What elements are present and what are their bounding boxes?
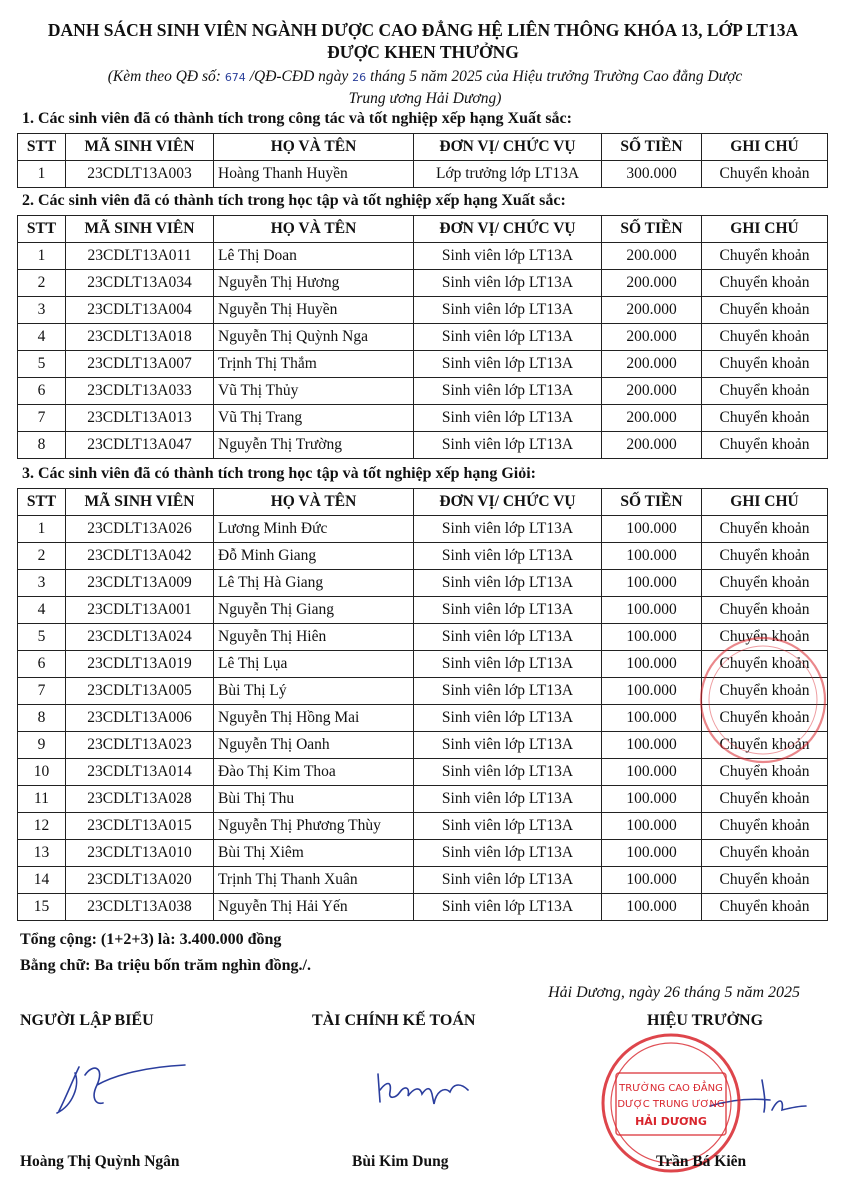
cell-amount: 100.000: [602, 651, 702, 678]
cell-full-name: Nguyễn Thị Giang: [214, 597, 414, 624]
cell-amount: 100.000: [602, 894, 702, 921]
cell-stt: 10: [18, 759, 66, 786]
cell-stt: 2: [18, 543, 66, 570]
cell-note: Chuyển khoản: [702, 161, 828, 188]
cell-unit-role: Sinh viên lớp LT13A: [414, 786, 602, 813]
cell-student-id: 23CDLT13A005: [66, 678, 214, 705]
decision-number: 674: [224, 71, 246, 84]
cell-full-name: Nguyễn Thị Phương Thùy: [214, 813, 414, 840]
cell-student-id: 23CDLT13A006: [66, 705, 214, 732]
cell-student-id: 23CDLT13A001: [66, 597, 214, 624]
cell-unit-role: Sinh viên lớp LT13A: [414, 624, 602, 651]
cell-amount: 100.000: [602, 867, 702, 894]
cell-note: Chuyển khoản: [702, 732, 828, 759]
column-header: STT: [18, 216, 66, 243]
table-row: [18, 243, 828, 270]
cell-full-name: Đào Thị Kim Thoa: [214, 759, 414, 786]
cell-unit-role: Sinh viên lớp LT13A: [414, 516, 602, 543]
table-row: [18, 813, 828, 840]
cell-note: Chuyển khoản: [702, 678, 828, 705]
cell-note: Chuyển khoản: [702, 894, 828, 921]
cell-unit-role: Sinh viên lớp LT13A: [414, 324, 602, 351]
cell-stt: 7: [18, 678, 66, 705]
doc-subtitle: [40, 66, 810, 109]
cell-student-id: 23CDLT13A019: [66, 651, 214, 678]
cell-stt: 7: [18, 405, 66, 432]
cell-full-name: Nguyễn Thị Huyền: [214, 297, 414, 324]
cell-amount: 200.000: [602, 351, 702, 378]
column-header: MÃ SINH VIÊN: [66, 216, 214, 243]
table-row: [18, 378, 828, 405]
table-row: [18, 786, 828, 813]
cell-full-name: Nguyễn Thị Hồng Mai: [214, 705, 414, 732]
cell-amount: 100.000: [602, 786, 702, 813]
cell-amount: 100.000: [602, 543, 702, 570]
table-row: [18, 432, 828, 459]
cell-amount: 100.000: [602, 840, 702, 867]
cell-unit-role: Sinh viên lớp LT13A: [414, 570, 602, 597]
cell-student-id: 23CDLT13A013: [66, 405, 214, 432]
cell-unit-role: Lớp trưởng lớp LT13A: [414, 161, 602, 188]
cell-note: Chuyển khoản: [702, 405, 828, 432]
role-accountant: TÀI CHÍNH KẾ TOÁN: [312, 1012, 476, 1029]
cell-amount: 200.000: [602, 243, 702, 270]
column-header: GHI CHÚ: [702, 216, 828, 243]
cell-student-id: 23CDLT13A026: [66, 516, 214, 543]
cell-amount: 100.000: [602, 624, 702, 651]
cell-full-name: Vũ Thị Trang: [214, 405, 414, 432]
cell-stt: 15: [18, 894, 66, 921]
column-header: ĐƠN VỊ/ CHỨC VỤ: [414, 134, 602, 161]
cell-amount: 100.000: [602, 516, 702, 543]
cell-amount: 100.000: [602, 732, 702, 759]
table-row: [18, 516, 828, 543]
section-heading-3: 3. Các sinh viên đã có thành tích trong học tập và tốt nghiệp xếp hạng Giỏi:: [22, 465, 536, 482]
cell-unit-role: Sinh viên lớp LT13A: [414, 840, 602, 867]
cell-unit-role: Sinh viên lớp LT13A: [414, 705, 602, 732]
cell-unit-role: Sinh viên lớp LT13A: [414, 270, 602, 297]
cell-student-id: 23CDLT13A038: [66, 894, 214, 921]
cell-note: Chuyển khoản: [702, 570, 828, 597]
cell-amount: 200.000: [602, 432, 702, 459]
cell-stt: 13: [18, 840, 66, 867]
cell-unit-role: Sinh viên lớp LT13A: [414, 405, 602, 432]
cell-stt: 1: [18, 161, 66, 188]
table-header-row: [18, 134, 828, 161]
cell-stt: 4: [18, 324, 66, 351]
section-heading-1: 1. Các sinh viên đã có thành tích trong công tác và tốt nghiệp xếp hạng Xuất sắc:: [22, 110, 572, 127]
table-row: [18, 840, 828, 867]
seal-text-line3: HẢI DƯƠNG: [635, 1115, 707, 1128]
subtitle-part2: /QĐ-CĐD ngày: [249, 68, 349, 85]
column-header: MÃ SINH VIÊN: [66, 134, 214, 161]
cell-stt: 9: [18, 732, 66, 759]
cell-amount: 300.000: [602, 161, 702, 188]
table-row: [18, 894, 828, 921]
cell-amount: 200.000: [602, 297, 702, 324]
seal-text-line1: TRƯỜNG CAO ĐẲNG: [619, 1083, 723, 1094]
cell-full-name: Nguyễn Thị Oanh: [214, 732, 414, 759]
table-row: [18, 405, 828, 432]
role-preparer: NGƯỜI LẬP BIỂU: [20, 1012, 154, 1029]
cell-amount: 100.000: [602, 759, 702, 786]
cell-full-name: Đỗ Minh Giang: [214, 543, 414, 570]
cell-stt: 8: [18, 432, 66, 459]
cell-student-id: 23CDLT13A010: [66, 840, 214, 867]
cell-stt: 5: [18, 624, 66, 651]
cell-student-id: 23CDLT13A024: [66, 624, 214, 651]
name-principal: Trần Bá Kiên: [656, 1153, 747, 1170]
cell-student-id: 23CDLT13A033: [66, 378, 214, 405]
cell-note: Chuyển khoản: [702, 813, 828, 840]
cell-note: Chuyển khoản: [702, 624, 828, 651]
cell-full-name: Lương Minh Đức: [214, 516, 414, 543]
cell-unit-role: Sinh viên lớp LT13A: [414, 543, 602, 570]
cell-full-name: Lê Thị Doan: [214, 243, 414, 270]
column-header: SỐ TIỀN: [602, 216, 702, 243]
cell-note: Chuyển khoản: [702, 297, 828, 324]
cell-amount: 200.000: [602, 378, 702, 405]
name-accountant: Bùi Kim Dung: [352, 1153, 449, 1170]
cell-stt: 6: [18, 378, 66, 405]
table-header-row: [18, 216, 828, 243]
cell-full-name: Bùi Thị Thu: [214, 786, 414, 813]
cell-stt: 3: [18, 297, 66, 324]
cell-full-name: Vũ Thị Thủy: [214, 378, 414, 405]
cell-stt: 14: [18, 867, 66, 894]
column-header: HỌ VÀ TÊN: [214, 489, 414, 516]
cell-note: Chuyển khoản: [702, 543, 828, 570]
cell-stt: 4: [18, 597, 66, 624]
cell-stt: 5: [18, 351, 66, 378]
cell-stt: 8: [18, 705, 66, 732]
column-header: ĐƠN VỊ/ CHỨC VỤ: [414, 489, 602, 516]
place-date: Hải Dương, ngày 26 tháng 5 năm 2025: [548, 984, 800, 1001]
table-header-row: [18, 489, 828, 516]
column-header: SỐ TIỀN: [602, 134, 702, 161]
cell-amount: 200.000: [602, 270, 702, 297]
cell-student-id: 23CDLT13A014: [66, 759, 214, 786]
cell-student-id: 23CDLT13A018: [66, 324, 214, 351]
cell-student-id: 23CDLT13A009: [66, 570, 214, 597]
cell-amount: 200.000: [602, 324, 702, 351]
table-row: [18, 867, 828, 894]
cell-note: Chuyển khoản: [702, 597, 828, 624]
cell-student-id: 23CDLT13A034: [66, 270, 214, 297]
seal-text-line2: DƯỢC TRUNG ƯƠNG: [617, 1099, 725, 1110]
total-sum: Tổng cộng: (1+2+3) là: 3.400.000 đồng: [20, 931, 282, 948]
cell-unit-role: Sinh viên lớp LT13A: [414, 597, 602, 624]
cell-full-name: Trịnh Thị Thắm: [214, 351, 414, 378]
signature-preparer: [45, 1045, 195, 1125]
table-row: [18, 351, 828, 378]
cell-note: Chuyển khoản: [702, 243, 828, 270]
table-row: [18, 297, 828, 324]
cell-stt: 11: [18, 786, 66, 813]
cell-student-id: 23CDLT13A028: [66, 786, 214, 813]
table-row: [18, 161, 828, 188]
table-row: [18, 324, 828, 351]
cell-student-id: 23CDLT13A023: [66, 732, 214, 759]
column-header: STT: [18, 134, 66, 161]
cell-full-name: Lê Thị Lụa: [214, 651, 414, 678]
cell-student-id: 23CDLT13A042: [66, 543, 214, 570]
cell-amount: 100.000: [602, 597, 702, 624]
cell-unit-role: Sinh viên lớp LT13A: [414, 732, 602, 759]
cell-note: Chuyển khoản: [702, 840, 828, 867]
cell-student-id: 23CDLT13A047: [66, 432, 214, 459]
doc-title-line1: DANH SÁCH SINH VIÊN NGÀNH DƯỢC CAO ĐẲNG HỆ LIÊN THÔNG KHÓA 13, LỚP LT13A: [47, 20, 799, 40]
role-principal: HIỆU TRƯỞNG: [647, 1012, 764, 1029]
cell-note: Chuyển khoản: [702, 432, 828, 459]
cell-full-name: Nguyễn Thị Hải Yến: [214, 894, 414, 921]
cell-unit-role: Sinh viên lớp LT13A: [414, 297, 602, 324]
cell-note: Chuyển khoản: [702, 705, 828, 732]
cell-unit-role: Sinh viên lớp LT13A: [414, 651, 602, 678]
cell-student-id: 23CDLT13A003: [66, 161, 214, 188]
column-header: MÃ SINH VIÊN: [66, 489, 214, 516]
column-header: ĐƠN VỊ/ CHỨC VỤ: [414, 216, 602, 243]
signature-accountant: [370, 1062, 480, 1112]
column-header: HỌ VÀ TÊN: [214, 134, 414, 161]
column-header: GHI CHÚ: [702, 489, 828, 516]
decision-day: 26: [352, 71, 367, 84]
cell-amount: 100.000: [602, 705, 702, 732]
cell-stt: 2: [18, 270, 66, 297]
total-in-words: Bằng chữ: Ba triệu bốn trăm nghìn đồng./.: [20, 957, 311, 974]
cell-amount: 100.000: [602, 570, 702, 597]
cell-full-name: Hoàng Thanh Huyền: [214, 161, 414, 188]
column-header: SỐ TIỀN: [602, 489, 702, 516]
cell-note: Chuyển khoản: [702, 759, 828, 786]
cell-stt: 1: [18, 243, 66, 270]
award-table-1: [17, 133, 828, 188]
column-header: GHI CHÚ: [702, 134, 828, 161]
subtitle-part1: (Kèm theo QĐ số:: [107, 68, 221, 85]
cell-note: Chuyển khoản: [702, 651, 828, 678]
table-row: [18, 570, 828, 597]
cell-stt: 3: [18, 570, 66, 597]
cell-unit-role: Sinh viên lớp LT13A: [414, 759, 602, 786]
subtitle-line2: Trung ương Hải Dương): [348, 90, 502, 107]
cell-student-id: 23CDLT13A007: [66, 351, 214, 378]
cell-unit-role: Sinh viên lớp LT13A: [414, 678, 602, 705]
cell-unit-role: Sinh viên lớp LT13A: [414, 894, 602, 921]
cell-note: Chuyển khoản: [702, 378, 828, 405]
cell-unit-role: Sinh viên lớp LT13A: [414, 243, 602, 270]
subtitle-part3: tháng 5 năm 2025 của Hiệu trưởng Trường Cao đẳng Dược: [370, 68, 743, 85]
doc-title-line2: ĐƯỢC KHEN THƯỞNG: [327, 42, 519, 62]
table-row: [18, 543, 828, 570]
cell-amount: 100.000: [602, 678, 702, 705]
cell-student-id: 23CDLT13A015: [66, 813, 214, 840]
cell-unit-role: Sinh viên lớp LT13A: [414, 867, 602, 894]
section-heading-2: 2. Các sinh viên đã có thành tích trong học tập và tốt nghiệp xếp hạng Xuất sắc:: [22, 192, 566, 209]
cell-note: Chuyển khoản: [702, 324, 828, 351]
cell-unit-role: Sinh viên lớp LT13A: [414, 432, 602, 459]
cell-note: Chuyển khoản: [702, 351, 828, 378]
cell-student-id: 23CDLT13A004: [66, 297, 214, 324]
cell-full-name: Trịnh Thị Thanh Xuân: [214, 867, 414, 894]
cell-unit-role: Sinh viên lớp LT13A: [414, 378, 602, 405]
cell-note: Chuyển khoản: [702, 786, 828, 813]
cell-full-name: Nguyễn Thị Hương: [214, 270, 414, 297]
table-row: [18, 597, 828, 624]
cell-note: Chuyển khoản: [702, 867, 828, 894]
name-preparer: Hoàng Thị Quỳnh Ngân: [20, 1153, 180, 1170]
cell-full-name: Bùi Thị Xiêm: [214, 840, 414, 867]
cell-amount: 200.000: [602, 405, 702, 432]
cell-full-name: Nguyễn Thị Trường: [214, 432, 414, 459]
cell-student-id: 23CDLT13A011: [66, 243, 214, 270]
cell-full-name: Lê Thị Hà Giang: [214, 570, 414, 597]
cell-full-name: Bùi Thị Lý: [214, 678, 414, 705]
cell-full-name: Nguyễn Thị Quỳnh Nga: [214, 324, 414, 351]
overlay-seal-mark: [688, 625, 838, 775]
table-row: [18, 270, 828, 297]
cell-note: Chuyển khoản: [702, 270, 828, 297]
cell-full-name: Nguyễn Thị Hiên: [214, 624, 414, 651]
cell-stt: 6: [18, 651, 66, 678]
cell-stt: 12: [18, 813, 66, 840]
column-header: HỌ VÀ TÊN: [214, 216, 414, 243]
award-table-2: [17, 215, 828, 459]
cell-amount: 100.000: [602, 813, 702, 840]
cell-note: Chuyển khoản: [702, 516, 828, 543]
cell-unit-role: Sinh viên lớp LT13A: [414, 351, 602, 378]
column-header: STT: [18, 489, 66, 516]
cell-unit-role: Sinh viên lớp LT13A: [414, 813, 602, 840]
cell-student-id: 23CDLT13A020: [66, 867, 214, 894]
cell-stt: 1: [18, 516, 66, 543]
